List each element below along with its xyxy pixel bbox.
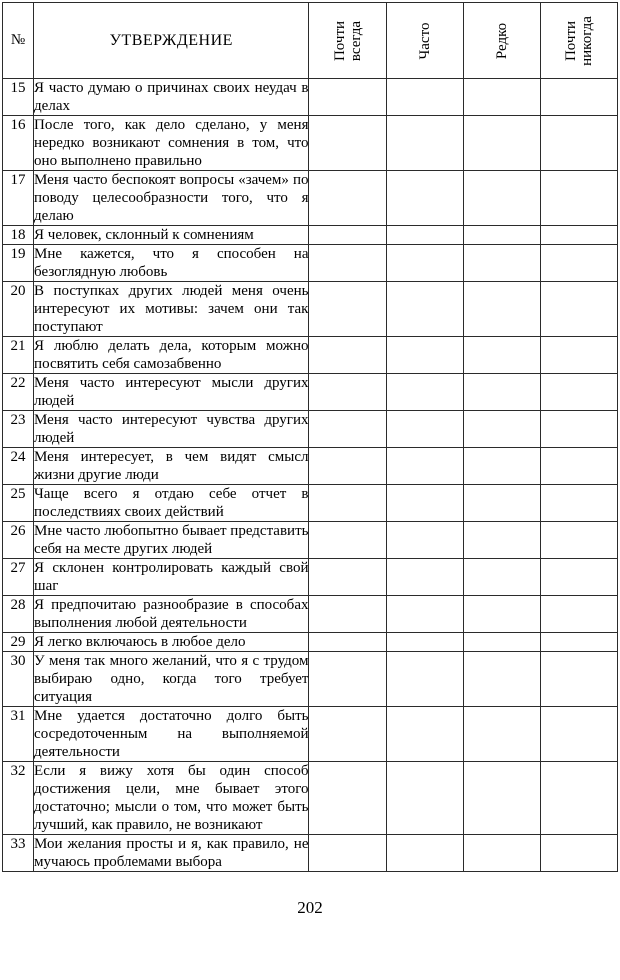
table-row: [3, 596, 618, 633]
col-header-almost-never-label: Почти никогда: [562, 15, 595, 66]
answer-cell-almost-never: [540, 485, 617, 522]
answer-cell-almost-never: [540, 652, 617, 707]
col-header-almost-never: [540, 3, 617, 79]
statement-number: 21: [3, 337, 34, 374]
header-row: [3, 3, 618, 79]
answer-cell-often: [386, 707, 463, 762]
table-row: [3, 707, 618, 762]
col-header-almost-always-label: Почти всегда: [331, 20, 364, 61]
answer-cell-almost-never: [540, 559, 617, 596]
page-number: 202: [297, 898, 323, 917]
answer-cell-often: [386, 633, 463, 652]
questionnaire-table: [2, 2, 618, 872]
col-header-rarely: [463, 3, 540, 79]
statement-text: Меня часто интересуют мысли других людей: [34, 375, 309, 409]
table-row: [3, 374, 618, 411]
statement-number: 27: [3, 559, 34, 596]
statement-text: Меня часто интересуют чувства других людей: [34, 412, 309, 446]
document-page: [0, 2, 620, 980]
statement-text: Я люблю делать дела, которым можно посвятить себя самозабвенно: [34, 338, 309, 372]
answer-cell-rarely: [463, 485, 540, 522]
answer-cell-almost-never: [540, 762, 617, 835]
answer-cell-almost-never: [540, 282, 617, 337]
statement-text: Мои желания просты и я, как правило, не мучаюсь проблемами выбора: [34, 836, 309, 870]
answer-cell-almost-never: [540, 245, 617, 282]
answer-cell-often: [386, 762, 463, 835]
answer-cell-almost-always: [309, 245, 386, 282]
answer-cell-rarely: [463, 171, 540, 226]
answer-cell-rarely: [463, 226, 540, 245]
table-row: [3, 522, 618, 559]
table-row: [3, 485, 618, 522]
answer-cell-almost-never: [540, 633, 617, 652]
answer-cell-almost-never: [540, 707, 617, 762]
answer-cell-almost-always: [309, 762, 386, 835]
answer-cell-rarely: [463, 411, 540, 448]
answer-cell-often: [386, 116, 463, 171]
answer-cell-often: [386, 337, 463, 374]
table-row: [3, 245, 618, 282]
answer-cell-often: [386, 448, 463, 485]
table-row: [3, 282, 618, 337]
answer-cell-often: [386, 79, 463, 116]
answer-cell-rarely: [463, 374, 540, 411]
statement-text: Мне кажется, что я способен на безоглядную любовь: [34, 246, 309, 280]
statement-number: 23: [3, 411, 34, 448]
table-row: [3, 79, 618, 116]
table-row: [3, 226, 618, 245]
col-header-statement: УТВЕРЖДЕНИЕ: [34, 3, 309, 79]
answer-cell-almost-never: [540, 411, 617, 448]
statement-number: 29: [3, 633, 34, 652]
table-row: [3, 633, 618, 652]
answer-cell-rarely: [463, 596, 540, 633]
answer-cell-almost-always: [309, 282, 386, 337]
col-header-often-label: Часто: [416, 22, 433, 59]
statement-number: 30: [3, 652, 34, 707]
statement-number: 32: [3, 762, 34, 835]
answer-cell-almost-never: [540, 374, 617, 411]
answer-cell-often: [386, 374, 463, 411]
answer-cell-almost-never: [540, 116, 617, 171]
statement-number: 19: [3, 245, 34, 282]
statement-number: 17: [3, 171, 34, 226]
statement-text: После того, как дело сделано, у меня нередко возникают сомнения в том, что оно выполнено правильно: [34, 117, 309, 169]
col-header-number: №: [3, 3, 34, 79]
statement-number: 18: [3, 226, 34, 245]
statement-number: 25: [3, 485, 34, 522]
answer-cell-often: [386, 485, 463, 522]
answer-cell-almost-always: [309, 633, 386, 652]
answer-cell-almost-always: [309, 707, 386, 762]
statement-number: 33: [3, 835, 34, 872]
statement-number: 15: [3, 79, 34, 116]
answer-cell-almost-always: [309, 835, 386, 872]
col-header-almost-always: [309, 3, 386, 79]
col-header-often: [386, 3, 463, 79]
answer-cell-often: [386, 282, 463, 337]
answer-cell-almost-always: [309, 374, 386, 411]
statement-number: 22: [3, 374, 34, 411]
statement-number: 20: [3, 282, 34, 337]
table-row: [3, 762, 618, 835]
answer-cell-rarely: [463, 652, 540, 707]
answer-cell-almost-always: [309, 596, 386, 633]
answer-cell-almost-always: [309, 226, 386, 245]
answer-cell-almost-never: [540, 522, 617, 559]
answer-cell-rarely: [463, 707, 540, 762]
statement-number: 16: [3, 116, 34, 171]
answer-cell-rarely: [463, 762, 540, 835]
answer-cell-often: [386, 245, 463, 282]
answer-cell-rarely: [463, 245, 540, 282]
answer-cell-almost-never: [540, 835, 617, 872]
table-row: [3, 116, 618, 171]
answer-cell-almost-always: [309, 485, 386, 522]
answer-cell-almost-never: [540, 79, 617, 116]
answer-cell-almost-always: [309, 448, 386, 485]
statement-text: Если я вижу хотя бы один способ достижения цели, мне бывает этого достаточно; мысли о том, что может быть лучший, как правило, не возникают: [34, 763, 309, 833]
col-header-rarely-label: Редко: [493, 22, 510, 59]
table-row: [3, 171, 618, 226]
statement-text: Я часто думаю о причинах своих неудач в делах: [34, 80, 309, 114]
answer-cell-often: [386, 559, 463, 596]
statement-text: У меня так много желаний, что я с трудом выбираю одно, когда того требует ситуация: [34, 653, 309, 705]
statement-text: Мне часто любопытно бывает представить себя на месте других людей: [34, 523, 309, 557]
answer-cell-often: [386, 411, 463, 448]
answer-cell-often: [386, 652, 463, 707]
answer-cell-almost-never: [540, 337, 617, 374]
answer-cell-rarely: [463, 116, 540, 171]
statement-number: 31: [3, 707, 34, 762]
answer-cell-rarely: [463, 79, 540, 116]
answer-cell-rarely: [463, 282, 540, 337]
answer-cell-almost-always: [309, 116, 386, 171]
answer-cell-almost-never: [540, 448, 617, 485]
answer-cell-rarely: [463, 337, 540, 374]
table-row: [3, 337, 618, 374]
statement-text: Меня часто беспокоят вопросы «зачем» по поводу целесообразности того, что я делаю: [34, 172, 309, 224]
answer-cell-rarely: [463, 559, 540, 596]
answer-cell-rarely: [463, 835, 540, 872]
statement-number: 24: [3, 448, 34, 485]
answer-cell-rarely: [463, 522, 540, 559]
answer-cell-often: [386, 596, 463, 633]
statement-text: Я предпочитаю разнообразие в способах выполнения любой деятельности: [34, 597, 309, 631]
statement-number: 26: [3, 522, 34, 559]
statement-text: Мне удается достаточно долго быть сосредоточенным на выполняемой деятельности: [34, 708, 309, 760]
statement-text: В поступках других людей меня очень интересуют их мотивы: зачем они так поступают: [34, 283, 309, 335]
statement-text: Я склонен контролировать каждый свой шаг: [34, 560, 309, 594]
statement-text: Я легко включаюсь в любое дело: [34, 633, 309, 652]
table-row: [3, 559, 618, 596]
table-row: [3, 411, 618, 448]
answer-cell-often: [386, 171, 463, 226]
answer-cell-almost-never: [540, 596, 617, 633]
table-row: [3, 448, 618, 485]
table-row: [3, 652, 618, 707]
answer-cell-often: [386, 835, 463, 872]
answer-cell-rarely: [463, 448, 540, 485]
answer-cell-rarely: [463, 633, 540, 652]
answer-cell-almost-always: [309, 559, 386, 596]
table-row: [3, 835, 618, 872]
answer-cell-almost-always: [309, 79, 386, 116]
answer-cell-almost-never: [540, 226, 617, 245]
statement-number: 28: [3, 596, 34, 633]
answer-cell-almost-always: [309, 171, 386, 226]
answer-cell-often: [386, 522, 463, 559]
answer-cell-almost-always: [309, 652, 386, 707]
answer-cell-often: [386, 226, 463, 245]
statement-text: Меня интересует, в чем видят смысл жизни другие люди: [34, 449, 309, 483]
answer-cell-almost-always: [309, 522, 386, 559]
answer-cell-almost-always: [309, 411, 386, 448]
statement-text: Чаще всего я отдаю себе отчет в последствиях своих действий: [34, 486, 309, 520]
answer-cell-almost-always: [309, 337, 386, 374]
answer-cell-almost-never: [540, 171, 617, 226]
statement-text: Я человек, склонный к сомнениям: [34, 226, 309, 245]
